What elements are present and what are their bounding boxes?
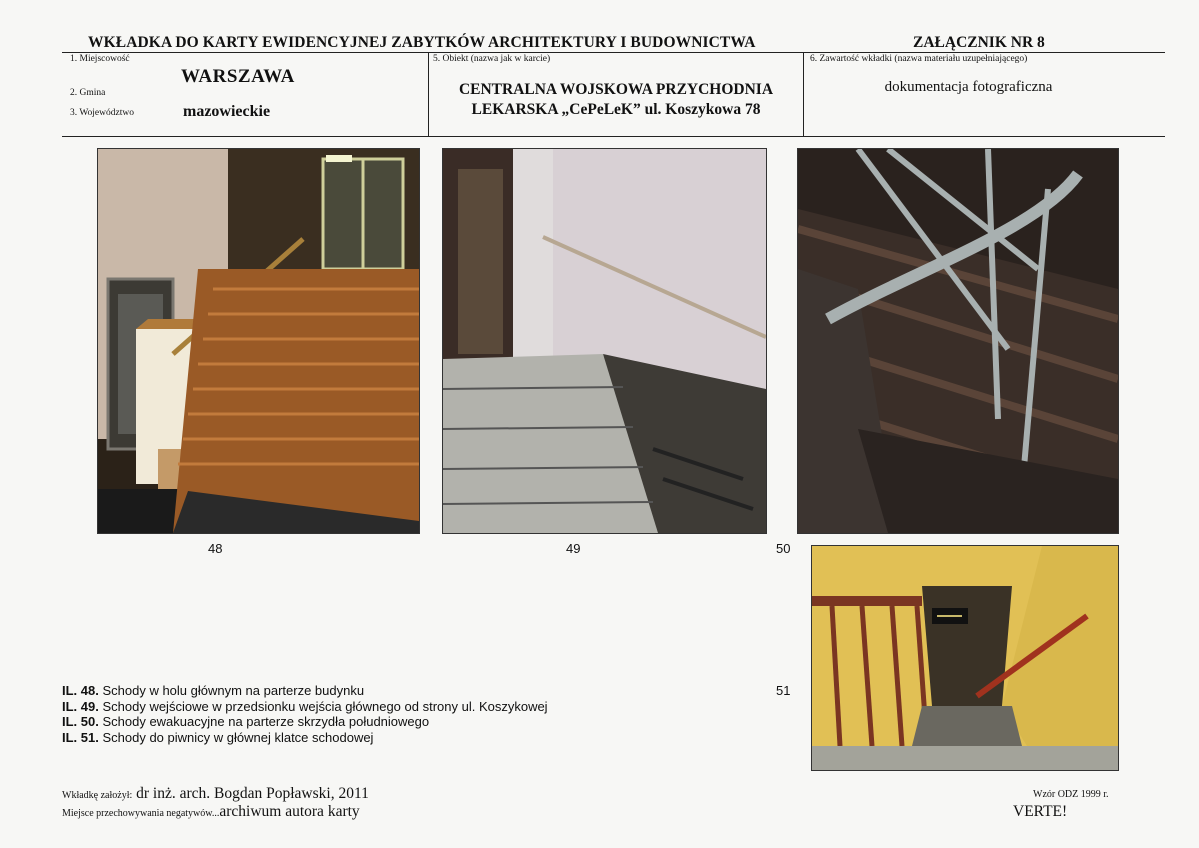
photo-48-main-hall-stairs	[97, 148, 420, 534]
caption-51-label: IL. 51.	[62, 729, 99, 745]
field-locality-value: WARSZAWA	[181, 66, 295, 87]
footer-negatives-label: Miejsce przechowywania negatywów...	[62, 808, 220, 819]
field-object-line-1: CENTRALNA WOJSKOWA PRZYCHODNIA	[458, 81, 774, 98]
caption-48-label: IL. 48.	[62, 683, 99, 698]
caption-48-text: Schody w holu głównym na parterze budynku	[98, 683, 365, 698]
photo-number-49: 49	[566, 541, 581, 556]
photo-number-51: 51	[776, 683, 791, 698]
footer-author	[62, 785, 369, 803]
captions-list	[62, 683, 548, 745]
caption-51-text: Schody do piwnicy w głównej klatce schodowej	[98, 729, 374, 745]
caption-50-label: IL. 50.	[62, 714, 99, 729]
header-bottom-rule	[62, 136, 1165, 137]
caption-49-label: IL. 49.	[62, 698, 99, 714]
header-top-rule	[62, 52, 1165, 53]
caption-49-text: Schody wejściowe w przedsionku wejścia głównego od strony ul. Koszykowej	[98, 698, 548, 714]
field-locality-label: 1. Miejscowość	[70, 54, 130, 64]
photo-51-basement-stairs	[811, 545, 1119, 771]
header-divider-1	[428, 52, 429, 136]
document-title: WKŁADKA DO KARTY EWIDENCYJNEJ ZABYTKÓW ARCHITEKTURY I BUDOWNICTWA	[88, 34, 756, 51]
footer-form-template: Wzór ODZ 1999 r.	[1033, 789, 1109, 800]
header-divider-2	[803, 52, 804, 136]
field-content-value: dokumentacja fotograficzna	[884, 79, 1053, 95]
field-voivodeship-value: mazowieckie	[183, 103, 271, 120]
field-object-line-2: LEKARSKA „CePeLeK” ul. Koszykowa 78	[471, 101, 761, 118]
photo-number-48: 48	[208, 541, 223, 556]
caption-48	[62, 683, 548, 699]
field-object-label: 5. Obiekt (nazwa jak w karcie)	[433, 54, 551, 64]
field-object-value	[430, 80, 802, 120]
footer-verte: VERTE!	[1013, 803, 1068, 820]
caption-51	[62, 730, 548, 746]
caption-50	[62, 714, 548, 730]
photo-50-evacuation-stairs	[797, 148, 1119, 534]
annex-number: ZAŁĄCZNIK NR 8	[913, 34, 1045, 51]
footer-negatives	[62, 803, 360, 821]
caption-50-text: Schody ewakuacyjne na parterze skrzydła południowego	[98, 714, 430, 729]
caption-49	[62, 699, 548, 715]
photo-49-entrance-stairs	[442, 148, 767, 534]
footer-author-label: Wkładkę założył:	[62, 790, 133, 801]
field-content-label: 6. Zawartość wkładki (nazwa materiału uzupełniającego)	[810, 54, 1028, 64]
photo-number-50: 50	[776, 541, 791, 556]
footer-negatives-value: archiwum autora karty	[219, 803, 360, 820]
field-voivodeship-label: 3. Województwo	[70, 108, 134, 118]
field-commune-label: 2. Gmina	[70, 88, 106, 98]
footer-author-value: dr inż. arch. Bogdan Popławski, 2011	[132, 785, 369, 802]
